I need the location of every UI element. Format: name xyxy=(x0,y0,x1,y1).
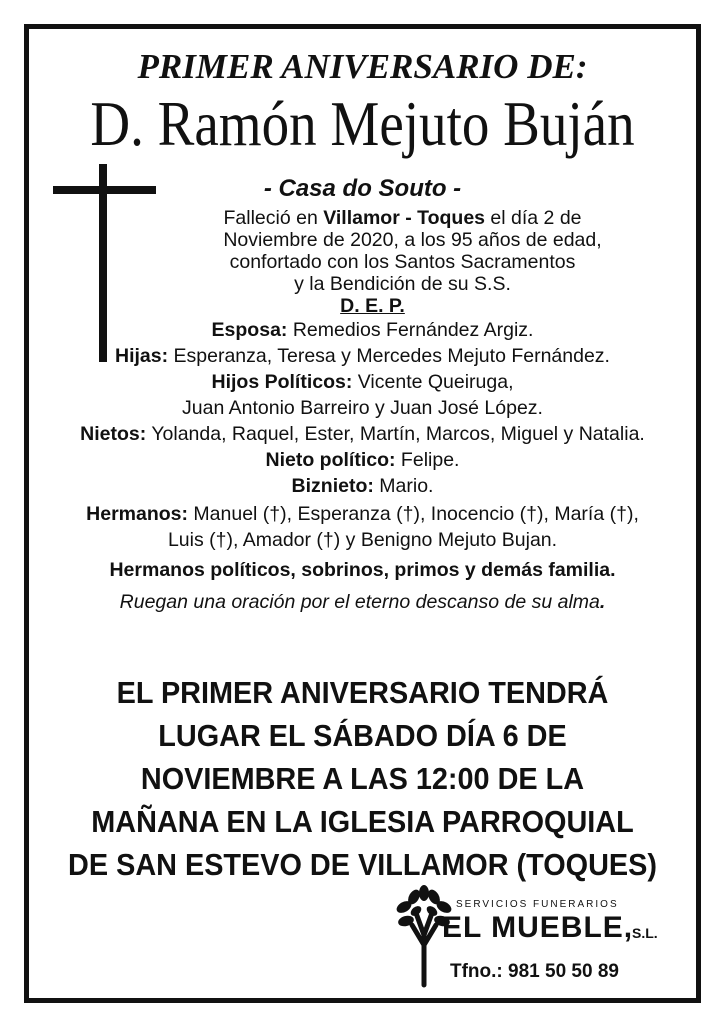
deceased-name: D. Ramón Mejuto Buján xyxy=(90,88,635,159)
family-hermanos-2: Luis (†), Amador (†) y Benigno Mejuto Bujan. xyxy=(167,529,558,551)
death-line-4: y la Bendición de su S.S. xyxy=(294,273,511,295)
family-hijos-politicos: Hijos Políticos: Vicente Queiruga, xyxy=(211,371,514,393)
family-hijas: Hijas: Esperanza, Teresa y Mercedes Mejuto Fernández. xyxy=(115,345,610,367)
logo-company-name: EL MUEBLE, xyxy=(442,911,634,944)
death-line-2: Noviembre de 2020, a los 95 años de edad, xyxy=(223,229,602,251)
house-name: - Casa do Souto - xyxy=(263,175,462,202)
prayer-line: Ruegan una oración por el eterno descanso de su alma. xyxy=(119,591,606,613)
announcement-line: MAÑANA EN LA IGLESIA PARROQUIAL xyxy=(91,804,634,839)
funeral-home-logo xyxy=(394,885,674,995)
logo-phone: Tfno.: 981 50 50 89 xyxy=(450,961,619,982)
announcement-line: DE SAN ESTEVO DE VILLAMOR (TOQUES) xyxy=(68,847,657,882)
announcement-line: NOVIEMBRE A LAS 12:00 DE LA xyxy=(140,761,585,796)
announcement-line: LUGAR EL SÁBADO DÍA 6 DE xyxy=(158,718,567,753)
family-hermanos: Hermanos: Manuel (†), Esperanza (†), Inocencio (†), María (†), xyxy=(86,503,639,525)
family-nieto-politico: Nieto político: Felipe. xyxy=(265,449,460,471)
notice-heading: PRIMER ANIVERSARIO DE: xyxy=(137,47,588,86)
family-nietos: Nietos: Yolanda, Raquel, Ester, Martín, Marcos, Miguel y Natalia. xyxy=(80,423,645,445)
family-biznieto: Biznieto: Mario. xyxy=(291,475,434,497)
cross-icon-bar xyxy=(53,186,156,194)
family-hijos-politicos-2: Juan Antonio Barreiro y Juan José López. xyxy=(182,397,543,419)
logo-company-suffix: S.L. xyxy=(632,925,658,941)
death-line-1: Falleció en Villamor - Toques el día 2 de xyxy=(223,207,582,229)
anniversary-announcement xyxy=(29,671,696,886)
family-esposa: Esposa: Remedios Fernández Argiz. xyxy=(211,319,534,341)
death-line-3: confortado con los Santos Sacramentos xyxy=(229,251,576,273)
announcement-line: EL PRIMER ANIVERSARIO TENDRÁ xyxy=(116,675,609,710)
family-others: Hermanos políticos, sobrinos, primos y demás familia. xyxy=(109,559,616,581)
dep-label: D. E. P. xyxy=(340,295,405,317)
logo-services-text: SERVICIOS FUNERARIOS xyxy=(456,899,619,910)
notice-frame xyxy=(24,24,701,1003)
